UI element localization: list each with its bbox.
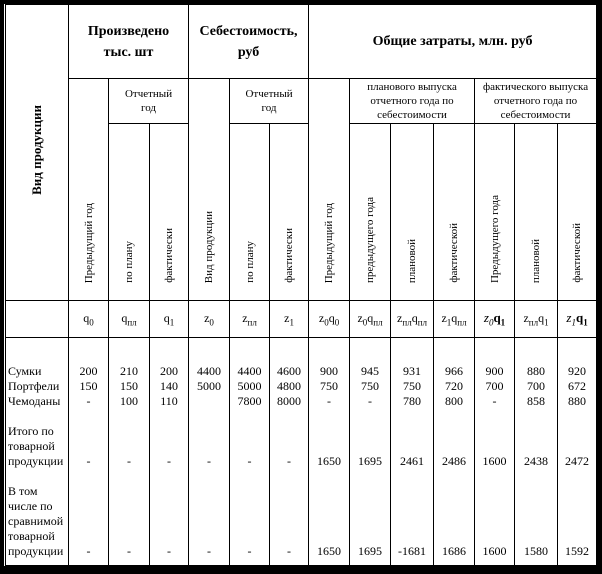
data-cell-r9-c5 — [189, 484, 229, 499]
data-cell-r12-c14 — [558, 529, 596, 544]
data-cell-r7-c11: 2486 — [442, 454, 467, 468]
data-cell-r5-c9 — [350, 424, 390, 439]
data-cell-r2-c10: 750 — [403, 379, 422, 393]
data-cell-r3-c6: 7800 — [237, 394, 262, 408]
product-kind-header: Вид продукции — [29, 105, 44, 195]
total-fact-plan-cell — [515, 124, 558, 301]
statistics-table — [5, 4, 597, 566]
data-area-row — [6, 338, 597, 566]
data-column-4 — [189, 338, 230, 566]
data-cell-r11-c8 — [309, 514, 349, 529]
data-cell-r5-c12 — [475, 424, 514, 439]
data-cell-r10-c14 — [558, 499, 596, 514]
data-cell-r12-c4 — [150, 529, 188, 544]
data-cell-r7-c5: - — [207, 454, 212, 468]
total-plan-fact-cell — [434, 124, 475, 301]
formula-cell-12: $z_{пл}q_1$ — [515, 301, 558, 338]
data-cell-r5-c8 — [309, 424, 349, 439]
data-cell-r1-c8: 900 — [320, 364, 339, 378]
produced-group-line2: тыс. шт — [103, 44, 154, 60]
data-cell-r11-c6 — [230, 514, 269, 529]
data-cell-r7-c7: - — [287, 454, 292, 468]
data-cell-r1-c11: 966 — [445, 364, 464, 378]
data-cell-r8-c6 — [230, 469, 269, 484]
data-cell-r9-c3 — [109, 484, 149, 499]
data-cell-r1-c9: 945 — [361, 364, 380, 378]
formula-cell-9: $z_{пл}q_{пл}$ — [391, 301, 434, 338]
cost-group-header — [189, 5, 309, 79]
total-fact-fact-cell — [558, 124, 597, 301]
data-cell-r11-c2 — [69, 514, 108, 529]
data-cell-r7-c13: 2438 — [524, 454, 549, 468]
data-cell-r4-c6 — [230, 409, 269, 424]
data-cell-r4-c9 — [350, 409, 390, 424]
data-column-5 — [230, 338, 270, 566]
data-cell-r4-c12 — [475, 409, 514, 424]
data-cell-r9-c14 — [558, 484, 596, 499]
data-cell-r2-c6: 5000 — [237, 379, 262, 393]
formula-cell-10: $z_1q_{пл}$ — [434, 301, 475, 338]
produced-group-header — [69, 5, 189, 79]
data-cell-r13-c13: 1580 — [524, 544, 549, 558]
data-cell-r7-c4: - — [167, 454, 171, 468]
cost-report-year-line1: Отчетный — [245, 88, 293, 100]
data-cell-r13-c7: - — [287, 544, 292, 558]
data-cell-r1-c4: 200 — [160, 364, 178, 378]
data-column-11 — [475, 338, 515, 566]
data-cell-r10-c4 — [150, 499, 188, 514]
data-cell-r3-c3: 100 — [120, 394, 138, 408]
data-cell-r6-c14 — [558, 439, 596, 454]
data-cell-r3-c11: 800 — [445, 394, 464, 408]
data-cell-r12-c10 — [391, 529, 433, 544]
data-cell-r1-c6: 4400 — [237, 364, 262, 378]
produced-report-year-cell — [109, 79, 189, 124]
data-cell-r2-c3: 150 — [120, 379, 138, 393]
data-cell-r12-c6 — [230, 529, 269, 544]
data-column-7 — [309, 338, 350, 566]
formula-cell-8: $z_0q_{пл}$ — [350, 301, 391, 338]
formula-cell-11: $z_0q_1$ — [475, 301, 515, 338]
data-cell-r7-c8: 1650 — [317, 454, 342, 468]
data-cell-r10-c1: числе по — [8, 499, 53, 513]
data-cell-r5-c4 — [150, 424, 188, 439]
data-cell-r9-c10 — [391, 484, 433, 499]
cost-plan-label: по плану — [243, 241, 256, 283]
data-cell-r8-c10 — [391, 469, 433, 484]
data-cell-r1-c7: 4600 — [277, 364, 302, 378]
data-cell-r11-c11 — [434, 514, 474, 529]
data-column-3 — [150, 338, 189, 566]
data-cell-r7-c3: - — [127, 454, 131, 468]
total-prev-year-cell — [309, 79, 350, 301]
data-cell-r4-c10 — [391, 409, 433, 424]
produced-group-line1: Произведено — [87, 23, 170, 39]
data-cell-r6-c12 — [475, 439, 514, 454]
product-kind-header-cell — [6, 5, 69, 301]
produced-plan-label: по плану — [123, 241, 135, 283]
data-cell-r7-c2: - — [86, 454, 91, 468]
data-cell-r11-c7 — [270, 514, 308, 529]
data-cell-r13-c9: 1695 — [358, 544, 383, 558]
data-column-products — [6, 338, 69, 566]
data-cell-r7-c1: продукции — [8, 454, 64, 468]
data-cell-r2-c11: 720 — [445, 379, 464, 393]
actual-output-cell: фактического выпуска отчетного года по себестоимости — [475, 79, 597, 124]
data-cell-r2-c14: 672 — [568, 379, 587, 393]
data-cell-r4-c13 — [515, 409, 557, 424]
data-cell-r11-c4 — [150, 514, 188, 529]
data-cell-r2-c1: Портфели — [8, 379, 60, 393]
produced-report-year-line2: год — [140, 102, 157, 114]
cost-kind-label: Вид продукции — [203, 210, 216, 283]
data-cell-r13-c8: 1650 — [317, 544, 342, 558]
data-cell-r11-c12 — [475, 514, 514, 529]
data-cell-r3-c9: - — [368, 394, 373, 408]
data-cell-r4-c14 — [558, 409, 596, 424]
formula-cell-13: $z_1q_1$ — [558, 301, 597, 338]
data-cell-r3-c1: Чемоданы — [8, 394, 61, 408]
total-costs-group-header: Общие затраты, млн. руб — [309, 5, 597, 79]
data-column-12 — [515, 338, 558, 566]
cost-plan-cell — [230, 124, 270, 301]
table-background — [4, 4, 597, 566]
data-cell-r8-c5 — [189, 469, 229, 484]
data-cell-r12-c2 — [69, 529, 108, 544]
data-cell-r3-c5 — [189, 394, 229, 409]
data-cell-r5-c5 — [189, 424, 229, 439]
data-cell-r12-c3 — [109, 529, 149, 544]
data-cell-r5-c11 — [434, 424, 474, 439]
data-cell-r2-c2: 150 — [79, 379, 98, 393]
data-cell-r10-c10 — [391, 499, 433, 514]
total-fact-fact-label: фактической — [571, 223, 584, 283]
data-cell-r3-c7: 8000 — [277, 394, 302, 408]
data-cell-r13-c14: 1592 — [565, 544, 590, 558]
data-cell-r9-c13 — [515, 484, 557, 499]
data-cell-r6-c7 — [270, 439, 308, 454]
data-cell-r9-c2 — [69, 484, 108, 499]
data-cell-r10-c7 — [270, 499, 308, 514]
data-cell-r8-c11 — [434, 469, 474, 484]
data-cell-r7-c14: 2472 — [565, 454, 590, 468]
data-column-13 — [558, 338, 597, 566]
formula-row — [6, 301, 597, 338]
data-column-6 — [270, 338, 309, 566]
group-header-row — [6, 5, 597, 79]
data-cell-r4-c8 — [309, 409, 349, 424]
cost-group-line1: Себестоимость, — [199, 23, 298, 39]
formula-cell-5: $z_{пл}$ — [230, 301, 270, 338]
data-cell-r6-c9 — [350, 439, 390, 454]
data-cell-r3-c12: - — [492, 394, 497, 408]
total-fact-prev-cell — [475, 124, 515, 301]
data-cell-r4-c3 — [109, 409, 149, 424]
data-cell-r9-c1: В том — [8, 484, 38, 498]
data-cell-r10-c8 — [309, 499, 349, 514]
data-cell-r9-c11 — [434, 484, 474, 499]
data-cell-r4-c2 — [69, 409, 108, 424]
data-column-10 — [434, 338, 475, 566]
data-cell-r2-c9: 750 — [361, 379, 380, 393]
data-cell-r10-c5 — [189, 499, 229, 514]
data-cell-r8-c2 — [69, 469, 108, 484]
produced-fact-cell — [150, 124, 189, 301]
cost-kind-cell — [189, 79, 230, 301]
data-cell-r10-c9 — [350, 499, 390, 514]
data-cell-r8-c9 — [350, 469, 390, 484]
cost-group-line2: руб — [237, 44, 260, 60]
data-cell-r5-c2 — [69, 424, 108, 439]
data-cell-r13-c3: - — [127, 544, 131, 558]
data-cell-r8-c3 — [109, 469, 149, 484]
data-cell-r1-c13: 880 — [527, 364, 546, 378]
data-cell-r3-c2: - — [86, 394, 91, 408]
data-cell-r11-c10 — [391, 514, 433, 529]
cost-report-year-line2: год — [261, 102, 277, 114]
produced-prev-year-label: Предыдущий год — [82, 202, 95, 283]
cost-fact-label: фактически — [283, 228, 296, 283]
data-cell-r1-c1: Сумки — [8, 364, 42, 378]
data-cell-r8-c7 — [270, 469, 308, 484]
data-column-2 — [109, 338, 150, 566]
data-cell-r6-c1: товарной — [8, 439, 55, 453]
formula-cell-4: $z_0$ — [189, 301, 230, 338]
data-cell-r13-c2: - — [86, 544, 91, 558]
data-cell-r5-c1: Итого по — [8, 424, 54, 438]
data-cell-r4-c11 — [434, 409, 474, 424]
data-cell-r11-c5 — [189, 514, 229, 529]
data-cell-r13-c11: 1686 — [442, 544, 467, 558]
data-cell-r11-c14 — [558, 514, 596, 529]
data-column-9 — [391, 338, 434, 566]
data-cell-r9-c8 — [309, 484, 349, 499]
data-cell-r6-c10 — [391, 439, 433, 454]
data-cell-r2-c4: 140 — [160, 379, 178, 393]
data-cell-r10-c13 — [515, 499, 557, 514]
data-cell-r10-c6 — [230, 499, 269, 514]
data-cell-r12-c9 — [350, 529, 390, 544]
data-cell-r3-c13: 858 — [527, 394, 546, 408]
data-cell-r9-c6 — [230, 484, 269, 499]
data-cell-r2-c8: 750 — [320, 379, 339, 393]
data-cell-r3-c14: 880 — [568, 394, 587, 408]
data-cell-r1-c14: 920 — [568, 364, 587, 378]
data-cell-r11-c9 — [350, 514, 390, 529]
data-cell-r6-c6 — [230, 439, 269, 454]
data-cell-r8-c8 — [309, 469, 349, 484]
data-cell-r8-c14 — [558, 469, 596, 484]
produced-prev-year-cell — [69, 79, 109, 301]
data-cell-r4-c5 — [189, 409, 229, 424]
cost-report-year-cell — [230, 79, 309, 124]
total-fact-plan-label: плановой — [530, 238, 543, 283]
data-cell-r6-c11 — [434, 439, 474, 454]
formula-cell-1: $q_0$ — [69, 301, 109, 338]
data-cell-r1-c10: 931 — [403, 364, 422, 378]
data-cell-r7-c12: 1600 — [482, 454, 507, 468]
data-cell-r10-c3 — [109, 499, 149, 514]
data-cell-r1-c3: 210 — [120, 364, 138, 378]
formula-empty-cell — [6, 301, 69, 338]
data-cell-r13-c6: - — [247, 544, 252, 558]
data-cell-r5-c7 — [270, 424, 308, 439]
data-cell-r7-c10: 2461 — [400, 454, 425, 468]
data-cell-r6-c2 — [69, 439, 108, 454]
produced-plan-cell — [109, 124, 150, 301]
data-cell-r6-c3 — [109, 439, 149, 454]
data-cell-r2-c13: 700 — [527, 379, 546, 393]
produced-fact-label: фактически — [163, 228, 175, 283]
data-cell-r4-c1 — [6, 409, 68, 424]
data-cell-r13-c10: -1681 — [398, 544, 427, 558]
planned-output-cell: планового выпуска отчетного года по себестоимости — [350, 79, 475, 124]
data-cell-r12-c1: товарной — [8, 529, 55, 543]
data-cell-r12-c5 — [189, 529, 229, 544]
data-cell-r3-c4: 110 — [160, 394, 178, 408]
data-cell-r11-c1: сравнимой — [8, 514, 64, 528]
data-cell-r12-c8 — [309, 529, 349, 544]
data-cell-r6-c5 — [189, 439, 229, 454]
data-cell-r8-c4 — [150, 469, 188, 484]
data-cell-r2-c12: 700 — [485, 379, 504, 393]
formula-cell-2: $q_{пл}$ — [109, 301, 150, 338]
data-column-8 — [350, 338, 391, 566]
data-cell-r9-c4 — [150, 484, 188, 499]
data-column-1 — [69, 338, 109, 566]
data-cell-r3-c10: 780 — [403, 394, 422, 408]
data-cell-r6-c8 — [309, 439, 349, 454]
data-cell-r2-c7: 4800 — [277, 379, 302, 393]
data-cell-r7-c6: - — [247, 454, 252, 468]
data-cell-r5-c13 — [515, 424, 557, 439]
total-plan-prev-cell — [350, 124, 391, 301]
data-cell-r8-c13 — [515, 469, 557, 484]
data-cell-r2-c5: 5000 — [197, 379, 222, 393]
data-cell-r11-c3 — [109, 514, 149, 529]
data-cell-r5-c3 — [109, 424, 149, 439]
data-cell-r6-c13 — [515, 439, 557, 454]
data-cell-r9-c9 — [350, 484, 390, 499]
data-cell-r10-c2 — [69, 499, 108, 514]
data-cell-r12-c11 — [434, 529, 474, 544]
cost-fact-cell — [270, 124, 309, 301]
data-cell-r9-c7 — [270, 484, 308, 499]
formula-cell-6: $z_1$ — [270, 301, 309, 338]
data-cell-r5-c14 — [558, 424, 596, 439]
data-cell-r7-c9: 1695 — [358, 454, 383, 468]
data-cell-r13-c5: - — [207, 544, 212, 558]
data-cell-r10-c11 — [434, 499, 474, 514]
data-cell-r1-c12: 900 — [485, 364, 504, 378]
data-cell-r12-c12 — [475, 529, 514, 544]
data-cell-r13-c4: - — [167, 544, 171, 558]
produced-report-year-line1: Отчетный — [124, 88, 173, 100]
total-prev-year-label: Предыдущий год — [323, 202, 336, 283]
subgroup-header-row — [6, 79, 597, 124]
data-cell-r4-c7 — [270, 409, 308, 424]
data-cell-r13-c12: 1600 — [482, 544, 507, 558]
total-plan-plan-label: плановой — [406, 238, 419, 283]
total-plan-plan-cell — [391, 124, 434, 301]
data-cell-r3-c8: - — [327, 394, 332, 408]
data-cell-r9-c12 — [475, 484, 514, 499]
data-cell-r6-c4 — [150, 439, 188, 454]
data-cell-r8-c1 — [6, 469, 68, 484]
total-plan-fact-label: фактической — [448, 223, 461, 283]
data-cell-r5-c10 — [391, 424, 433, 439]
total-plan-prev-label: предыдущего года — [364, 197, 377, 283]
data-cell-r11-c13 — [515, 514, 557, 529]
formula-cell-3: $q_1$ — [150, 301, 189, 338]
data-cell-r12-c13 — [515, 529, 557, 544]
data-cell-r5-c6 — [230, 424, 269, 439]
data-cell-r4-c4 — [150, 409, 188, 424]
formula-cell-7: $z_0q_0$ — [309, 301, 350, 338]
data-cell-r8-c12 — [475, 469, 514, 484]
total-fact-prev-label: Предыдущего года — [488, 194, 501, 283]
data-cell-r1-c5: 4400 — [197, 364, 222, 378]
data-cell-r13-c1: продукции — [8, 544, 64, 558]
data-cell-r10-c12 — [475, 499, 514, 514]
data-cell-r1-c2: 200 — [79, 364, 98, 378]
data-cell-r12-c7 — [270, 529, 308, 544]
